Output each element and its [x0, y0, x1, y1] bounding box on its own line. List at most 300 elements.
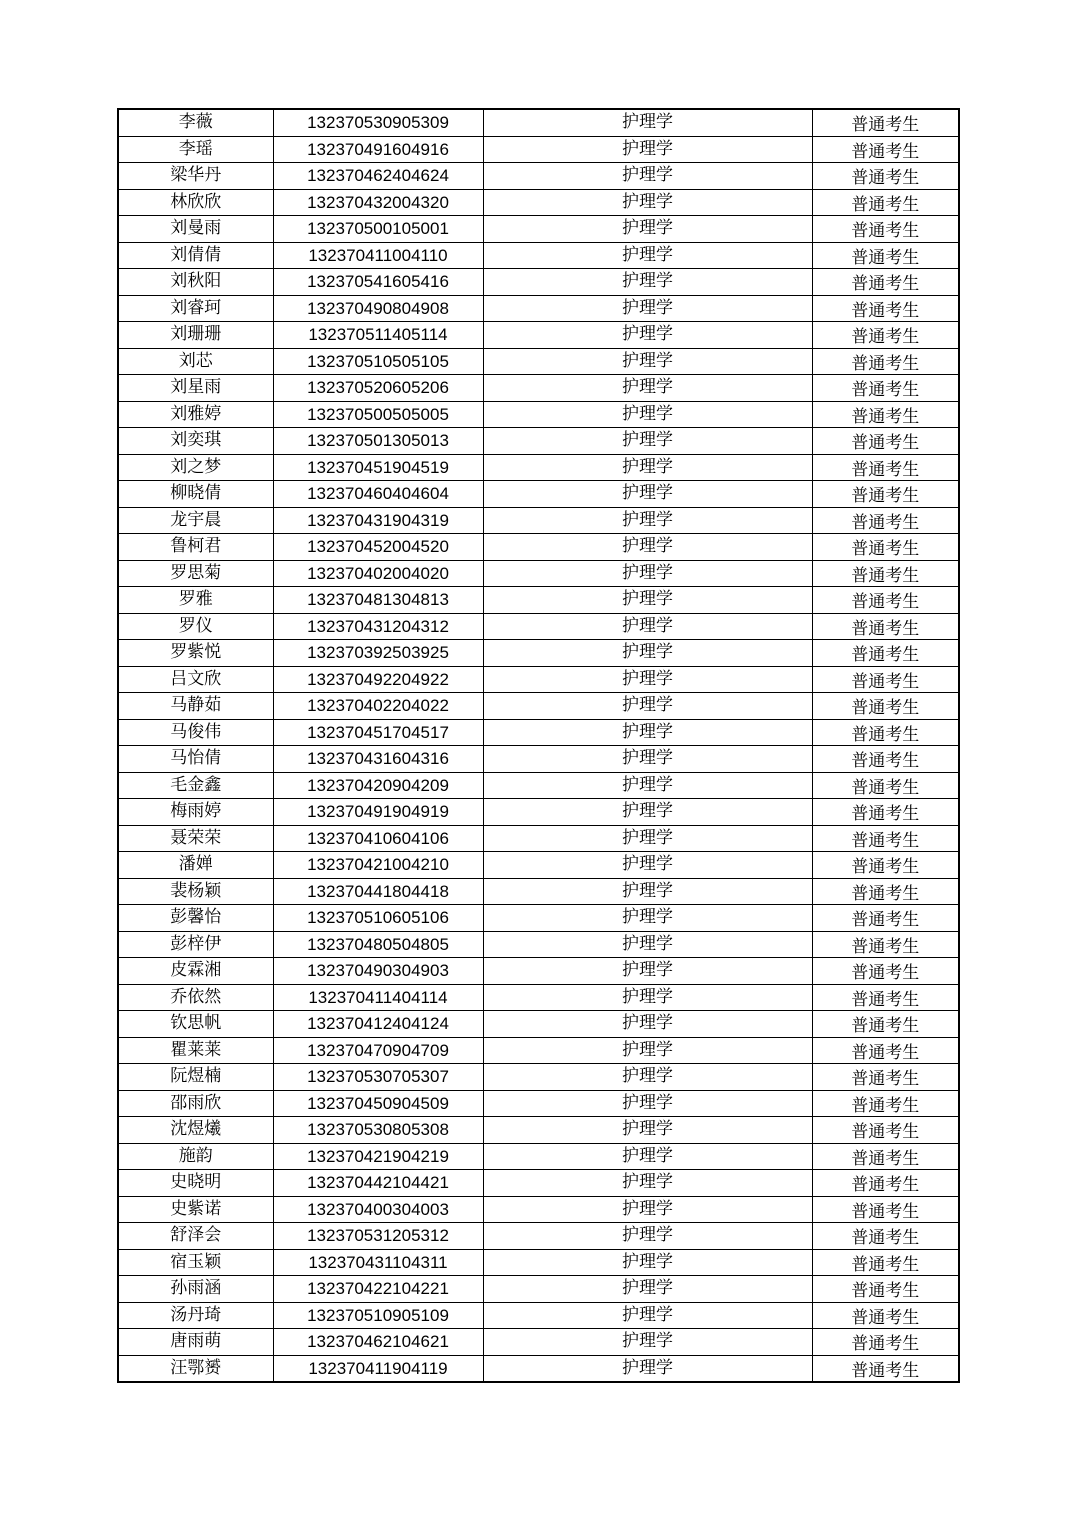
table-row [118, 1223, 959, 1250]
candidate-type-cell-text: 普通考生 [851, 592, 920, 613]
exam-id-cell [273, 507, 483, 534]
candidate-type-cell-text: 普通考生 [851, 1016, 920, 1037]
name-cell [118, 984, 273, 1011]
name-cell-text: 史晓明 [170, 1172, 222, 1193]
major-cell [483, 1037, 812, 1064]
table-row [118, 825, 959, 852]
major-cell [483, 984, 812, 1011]
major-cell [483, 719, 812, 746]
exam-id-cell-text: 132370412404124 [307, 1014, 449, 1034]
table-row [118, 666, 959, 693]
table-row [118, 1170, 959, 1197]
candidate-type-cell [812, 560, 959, 587]
major-cell-text: 护理学 [622, 615, 673, 636]
major-cell-text: 护理学 [622, 827, 673, 848]
name-cell [118, 481, 273, 508]
major-cell-text: 护理学 [622, 1304, 673, 1325]
table-row [118, 454, 959, 481]
name-cell [118, 109, 273, 136]
major-cell-text: 护理学 [622, 1172, 673, 1193]
name-cell-text: 刘睿珂 [170, 297, 222, 318]
exam-id-cell [273, 1170, 483, 1197]
name-cell [118, 1223, 273, 1250]
table-row [118, 295, 959, 322]
name-cell-text: 皮霖湘 [170, 960, 222, 981]
table-row [118, 958, 959, 985]
candidate-type-cell-text: 普通考生 [851, 618, 920, 639]
exam-id-cell [273, 746, 483, 773]
name-cell [118, 560, 273, 587]
exam-id-cell-text: 132370490304903 [307, 961, 449, 981]
exam-id-cell-text: 132370441804418 [307, 881, 449, 901]
exam-id-cell [273, 1329, 483, 1356]
candidate-type-cell-text: 普通考生 [851, 353, 920, 374]
exam-id-cell-text: 132370500505005 [307, 404, 449, 424]
exam-id-cell-text: 132370451704517 [307, 722, 449, 742]
name-cell [118, 587, 273, 614]
exam-id-cell [273, 1355, 483, 1382]
major-cell [483, 772, 812, 799]
major-cell [483, 878, 812, 905]
name-cell [118, 269, 273, 296]
name-cell [118, 1170, 273, 1197]
name-cell-text: 梁华丹 [170, 165, 222, 186]
table-row [118, 109, 959, 136]
exam-id-cell-text: 132370420904209 [307, 775, 449, 795]
exam-id-cell-text: 132370520605206 [307, 378, 449, 398]
name-cell-text: 阮煜楠 [170, 1066, 222, 1087]
exam-id-cell-text: 132370451904519 [307, 457, 449, 477]
table-row [118, 693, 959, 720]
candidate-type-cell [812, 322, 959, 349]
major-cell [483, 746, 812, 773]
candidate-type-cell [812, 1143, 959, 1170]
exam-id-cell-text: 132370411904119 [308, 1358, 448, 1378]
name-cell [118, 825, 273, 852]
major-cell-text: 护理学 [622, 933, 673, 954]
exam-id-cell-text: 132370431604316 [307, 749, 449, 769]
candidate-type-cell-text: 普通考生 [851, 380, 920, 401]
exam-id-cell [273, 322, 483, 349]
major-cell-text: 护理学 [622, 774, 673, 795]
name-cell [118, 640, 273, 667]
exam-id-cell-text: 132370470904709 [307, 1040, 449, 1060]
name-cell-text: 乔依然 [170, 986, 222, 1007]
candidate-type-cell [812, 348, 959, 375]
candidate-type-cell-text: 普通考生 [851, 698, 920, 719]
exam-id-cell [273, 1117, 483, 1144]
major-cell-text: 护理学 [622, 1039, 673, 1060]
major-cell-text: 护理学 [622, 1357, 673, 1378]
major-cell [483, 507, 812, 534]
candidate-type-cell-text: 普通考生 [851, 1095, 920, 1116]
exam-id-cell [273, 666, 483, 693]
candidate-type-cell-text: 普通考生 [851, 539, 920, 560]
name-cell-text: 舒泽会 [170, 1225, 222, 1246]
candidate-type-cell-text: 普通考生 [851, 910, 920, 931]
table-row [118, 481, 959, 508]
name-cell [118, 295, 273, 322]
candidate-type-cell [812, 693, 959, 720]
table-row [118, 269, 959, 296]
major-cell [483, 905, 812, 932]
major-cell [483, 1117, 812, 1144]
major-cell [483, 666, 812, 693]
major-cell-text: 护理学 [622, 589, 673, 610]
candidate-type-cell-text: 普通考生 [851, 1069, 920, 1090]
major-cell [483, 428, 812, 455]
exam-id-cell [273, 719, 483, 746]
name-cell-text: 沈煜爔 [170, 1119, 222, 1140]
candidate-type-cell-text: 普通考生 [851, 168, 920, 189]
table-row [118, 746, 959, 773]
major-cell [483, 242, 812, 269]
exam-id-cell-text: 132370392503925 [307, 643, 449, 663]
exam-id-cell-text: 132370491604916 [307, 139, 449, 159]
major-cell [483, 534, 812, 561]
candidate-type-cell [812, 481, 959, 508]
candidate-type-cell [812, 1170, 959, 1197]
table-row [118, 1117, 959, 1144]
name-cell [118, 666, 273, 693]
candidate-type-cell-text: 普通考生 [851, 989, 920, 1010]
exam-id-cell-text: 132370442104421 [307, 1173, 449, 1193]
candidate-type-cell [812, 666, 959, 693]
major-cell [483, 931, 812, 958]
candidate-type-cell [812, 375, 959, 402]
candidate-type-cell [812, 640, 959, 667]
major-cell [483, 1249, 812, 1276]
exam-id-cell [273, 295, 483, 322]
exam-id-cell-text: 132370450904509 [307, 1093, 449, 1113]
candidate-type-cell-text: 普通考生 [851, 1148, 920, 1169]
table-row [118, 401, 959, 428]
table-row [118, 984, 959, 1011]
major-cell [483, 481, 812, 508]
exam-id-cell-text: 132370421904219 [307, 1146, 449, 1166]
name-cell [118, 1196, 273, 1223]
major-cell [483, 136, 812, 163]
table-row [118, 640, 959, 667]
major-cell-text: 护理学 [622, 960, 673, 981]
table-row [118, 1302, 959, 1329]
name-cell-text: 汪鄂赟 [170, 1357, 222, 1378]
name-cell-text: 刘倩倩 [170, 244, 222, 265]
table-row [118, 1037, 959, 1064]
major-cell [483, 1329, 812, 1356]
candidate-type-cell [812, 507, 959, 534]
major-cell-text: 护理学 [622, 324, 673, 345]
table-row [118, 931, 959, 958]
candidate-type-cell-text: 普通考生 [851, 274, 920, 295]
name-cell-text: 刘之梦 [170, 456, 222, 477]
exam-id-cell-text: 132370541605416 [307, 272, 449, 292]
major-cell-text: 护理学 [622, 191, 673, 212]
exam-id-cell [273, 613, 483, 640]
major-cell [483, 348, 812, 375]
exam-id-cell-text: 132370411404114 [308, 987, 448, 1007]
name-cell [118, 1011, 273, 1038]
candidate-type-cell [812, 295, 959, 322]
exam-id-cell [273, 560, 483, 587]
exam-id-cell-text: 132370530705307 [307, 1067, 449, 1087]
major-cell [483, 216, 812, 243]
name-cell-text: 史紫诺 [170, 1198, 222, 1219]
candidate-type-cell-text: 普通考生 [851, 512, 920, 533]
table-row [118, 1329, 959, 1356]
major-cell-text: 护理学 [622, 244, 673, 265]
exam-id-cell [273, 905, 483, 932]
candidate-type-cell-text: 普通考生 [851, 1175, 920, 1196]
name-cell-text: 龙宇晨 [170, 509, 222, 530]
major-cell-text: 护理学 [622, 642, 673, 663]
major-cell [483, 1355, 812, 1382]
name-cell-text: 李瑶 [178, 138, 213, 159]
candidate-type-cell [812, 1064, 959, 1091]
candidate-type-cell-text: 普通考生 [851, 1042, 920, 1063]
name-cell [118, 401, 273, 428]
name-cell [118, 772, 273, 799]
exam-id-cell [273, 481, 483, 508]
candidate-type-cell-text: 普通考生 [851, 433, 920, 454]
candidate-table [117, 108, 960, 1383]
major-cell-text: 护理学 [622, 854, 673, 875]
exam-id-cell-text: 132370491904919 [307, 802, 449, 822]
candidate-type-cell [812, 1276, 959, 1303]
table-row [118, 852, 959, 879]
table-row [118, 799, 959, 826]
candidate-type-cell-text: 普通考生 [851, 883, 920, 904]
major-cell-text: 护理学 [622, 1225, 673, 1246]
exam-id-cell-text: 132370530805308 [307, 1120, 449, 1140]
exam-id-cell [273, 1223, 483, 1250]
table-row [118, 1196, 959, 1223]
name-cell [118, 136, 273, 163]
name-cell-text: 唐雨萌 [170, 1331, 222, 1352]
exam-id-cell-text: 132370431104311 [308, 1252, 448, 1272]
major-cell [483, 375, 812, 402]
name-cell [118, 1064, 273, 1091]
major-cell [483, 1090, 812, 1117]
major-cell [483, 825, 812, 852]
name-cell [118, 507, 273, 534]
candidate-type-cell-text: 普通考生 [851, 327, 920, 348]
major-cell-text: 护理学 [622, 297, 673, 318]
exam-id-cell-text: 132370492204922 [307, 669, 449, 689]
major-cell-text: 护理学 [622, 1119, 673, 1140]
name-cell-text: 李薇 [178, 112, 213, 133]
name-cell [118, 613, 273, 640]
candidate-type-cell [812, 719, 959, 746]
table-row [118, 375, 959, 402]
major-cell [483, 693, 812, 720]
name-cell-text: 罗紫悦 [170, 642, 222, 663]
major-cell-text: 护理学 [622, 1013, 673, 1034]
major-cell-text: 护理学 [622, 403, 673, 424]
candidate-type-cell-text: 普通考生 [851, 804, 920, 825]
table-row [118, 428, 959, 455]
major-cell-text: 护理学 [622, 1278, 673, 1299]
name-cell [118, 242, 273, 269]
table-row [118, 1143, 959, 1170]
major-cell [483, 322, 812, 349]
major-cell-text: 护理学 [622, 721, 673, 742]
exam-id-cell [273, 1037, 483, 1064]
candidate-type-cell [812, 1117, 959, 1144]
table-row [118, 878, 959, 905]
major-cell [483, 1276, 812, 1303]
table-row [118, 1276, 959, 1303]
name-cell-text: 邵雨欣 [170, 1092, 222, 1113]
name-cell [118, 1276, 273, 1303]
name-cell-text: 吕文欣 [170, 668, 222, 689]
name-cell-text: 柳晓倩 [170, 483, 222, 504]
candidate-type-cell [812, 772, 959, 799]
candidate-type-cell [812, 1090, 959, 1117]
candidate-type-cell-text: 普通考生 [851, 1307, 920, 1328]
exam-id-cell [273, 640, 483, 667]
exam-id-cell [273, 401, 483, 428]
exam-id-cell [273, 1249, 483, 1276]
candidate-type-cell-text: 普通考生 [851, 565, 920, 586]
major-cell-text: 护理学 [622, 986, 673, 1007]
candidate-type-cell [812, 984, 959, 1011]
candidate-type-cell-text: 普通考生 [851, 1334, 920, 1355]
candidate-type-cell [812, 587, 959, 614]
exam-id-cell [273, 1276, 483, 1303]
exam-id-cell-text: 132370531205312 [307, 1226, 449, 1246]
exam-id-cell [273, 799, 483, 826]
name-cell [118, 454, 273, 481]
exam-id-cell-text: 132370501305013 [307, 431, 449, 451]
candidate-type-cell [812, 269, 959, 296]
major-cell [483, 1302, 812, 1329]
major-cell-text: 护理学 [622, 509, 673, 530]
candidate-type-cell [812, 109, 959, 136]
major-cell [483, 454, 812, 481]
name-cell [118, 905, 273, 932]
name-cell [118, 428, 273, 455]
name-cell-text: 裴杨颖 [170, 880, 222, 901]
name-cell [118, 348, 273, 375]
major-cell [483, 269, 812, 296]
candidate-type-cell-text: 普通考生 [851, 221, 920, 242]
table-row [118, 242, 959, 269]
name-cell [118, 1143, 273, 1170]
table-row [118, 1064, 959, 1091]
candidate-type-cell-text: 普通考生 [851, 141, 920, 162]
major-cell [483, 163, 812, 190]
name-cell [118, 958, 273, 985]
major-cell [483, 852, 812, 879]
major-cell-text: 护理学 [622, 456, 673, 477]
major-cell [483, 1196, 812, 1223]
candidate-type-cell [812, 454, 959, 481]
candidate-type-cell [812, 1329, 959, 1356]
name-cell [118, 163, 273, 190]
name-cell-text: 彭馨怡 [170, 907, 222, 928]
exam-id-cell-text: 132370462104621 [307, 1332, 449, 1352]
candidate-type-cell-text: 普通考生 [851, 1254, 920, 1275]
candidate-type-cell [812, 1196, 959, 1223]
name-cell [118, 322, 273, 349]
major-cell [483, 587, 812, 614]
candidate-type-cell-text: 普通考生 [851, 724, 920, 745]
exam-id-cell-text: 132370510605106 [307, 908, 449, 928]
candidate-type-cell [812, 799, 959, 826]
candidate-type-cell-text: 普通考生 [851, 777, 920, 798]
name-cell-text: 刘奕琪 [170, 430, 222, 451]
exam-id-cell [273, 428, 483, 455]
candidate-type-cell-text: 普通考生 [851, 486, 920, 507]
candidate-type-cell-text: 普通考生 [851, 194, 920, 215]
exam-id-cell [273, 216, 483, 243]
exam-id-cell-text: 132370411004110 [308, 245, 448, 265]
exam-id-cell [273, 109, 483, 136]
candidate-type-cell-text: 普通考生 [851, 1228, 920, 1249]
name-cell-text: 毛金鑫 [170, 774, 222, 795]
major-cell [483, 799, 812, 826]
exam-id-cell [273, 878, 483, 905]
name-cell-text: 马怡倩 [170, 748, 222, 769]
exam-id-cell [273, 1143, 483, 1170]
name-cell [118, 693, 273, 720]
candidate-type-cell [812, 613, 959, 640]
major-cell [483, 560, 812, 587]
name-cell-text: 罗雅 [178, 589, 213, 610]
major-cell-text: 护理学 [622, 880, 673, 901]
candidate-table-body [118, 109, 959, 1382]
candidate-type-cell [812, 216, 959, 243]
candidate-type-cell [812, 242, 959, 269]
candidate-type-cell [812, 958, 959, 985]
name-cell [118, 1329, 273, 1356]
name-cell-text: 汤丹琦 [170, 1304, 222, 1325]
candidate-type-cell [812, 878, 959, 905]
name-cell-text: 刘秋阳 [170, 271, 222, 292]
candidate-type-cell [812, 189, 959, 216]
exam-id-cell [273, 375, 483, 402]
name-cell-text: 罗思菊 [170, 562, 222, 583]
name-cell [118, 1117, 273, 1144]
exam-id-cell-text: 132370432004320 [307, 192, 449, 212]
candidate-type-cell-text: 普通考生 [851, 936, 920, 957]
exam-id-cell-text: 132370490804908 [307, 298, 449, 318]
candidate-type-cell-text: 普通考生 [851, 459, 920, 480]
name-cell-text: 宿玉颖 [170, 1251, 222, 1272]
table-row [118, 163, 959, 190]
candidate-type-cell-text: 普通考生 [851, 1281, 920, 1302]
name-cell-text: 刘曼雨 [170, 218, 222, 239]
major-cell-text: 护理学 [622, 138, 673, 159]
candidate-type-cell-text: 普通考生 [851, 645, 920, 666]
candidate-type-cell [812, 1037, 959, 1064]
name-cell [118, 878, 273, 905]
major-cell-text: 护理学 [622, 350, 673, 371]
major-cell-text: 护理学 [622, 165, 673, 186]
name-cell-text: 刘雅婷 [170, 403, 222, 424]
major-cell [483, 1064, 812, 1091]
table-row [118, 1090, 959, 1117]
table-row [118, 216, 959, 243]
name-cell [118, 375, 273, 402]
name-cell [118, 1090, 273, 1117]
table-row [118, 136, 959, 163]
exam-id-cell [273, 348, 483, 375]
exam-id-cell [273, 269, 483, 296]
exam-id-cell-text: 132370481304813 [307, 590, 449, 610]
candidate-type-cell [812, 1011, 959, 1038]
